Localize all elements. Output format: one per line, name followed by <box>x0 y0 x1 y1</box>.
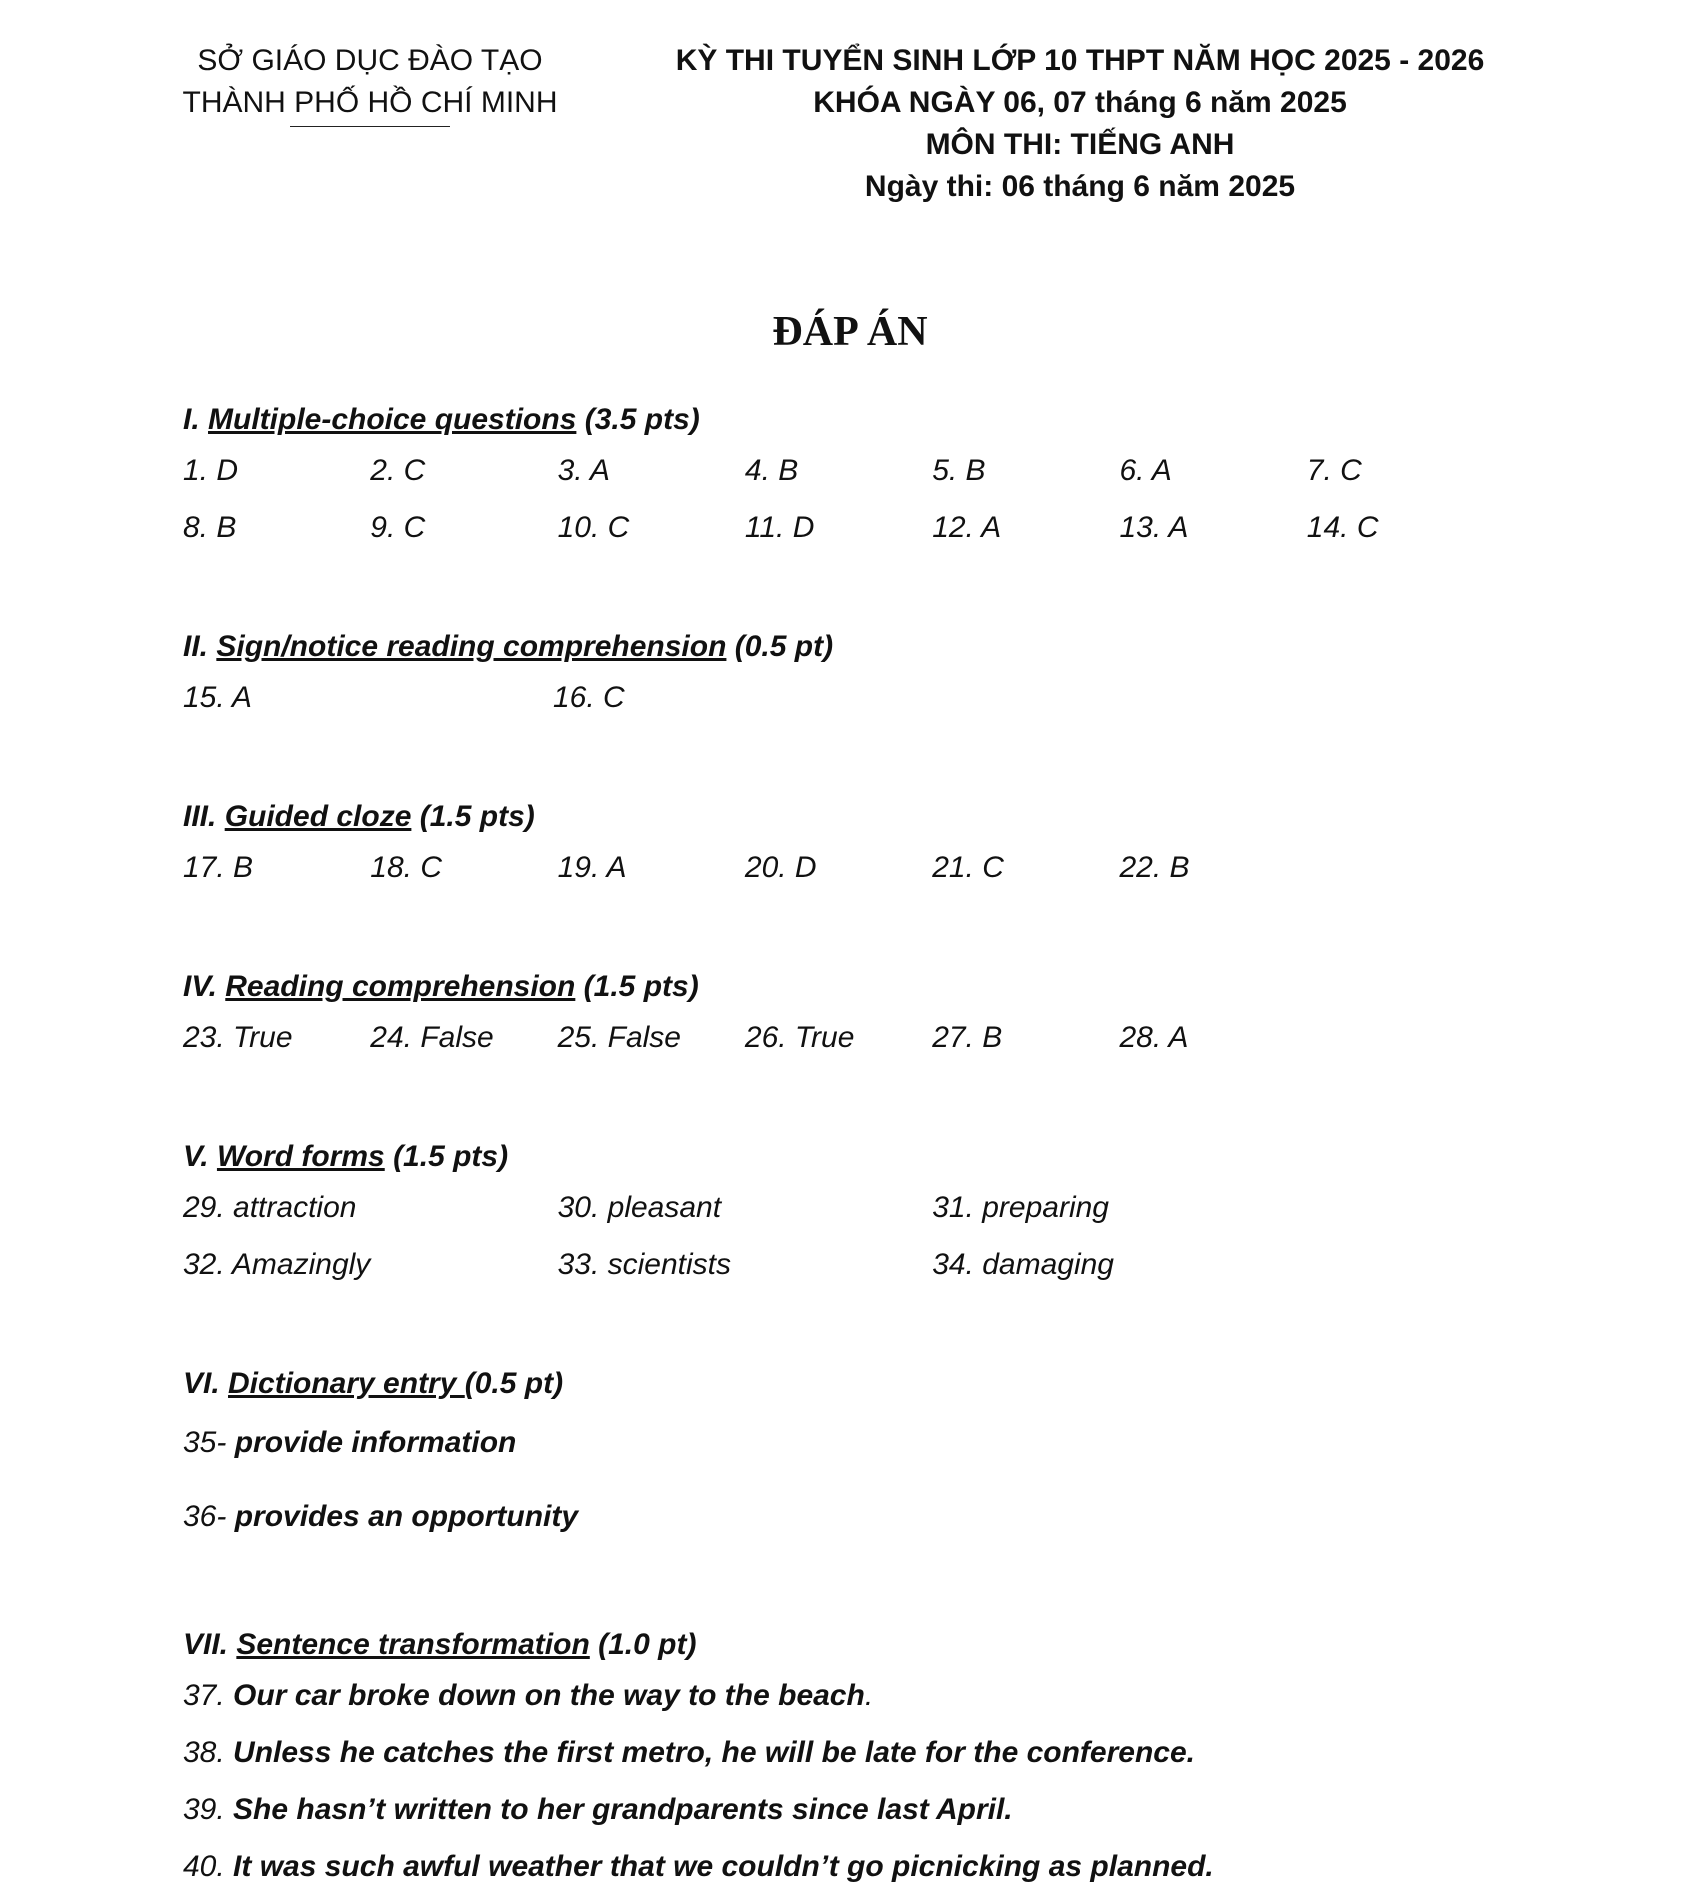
section-number: II. <box>183 630 217 663</box>
answer-text: It was such awful weather that we couldn’t go picnicking as planned. <box>233 1850 1214 1883</box>
answer-row <box>183 839 1583 896</box>
answer-cell: 27. B <box>932 1021 1003 1054</box>
answer-line <box>183 1667 1583 1724</box>
answer-cell: 21. C <box>932 851 1004 884</box>
section-points: (1.5 pts) <box>384 1140 509 1173</box>
answer-cell: 2. C <box>370 454 426 487</box>
section-name: Multiple-choice questions <box>208 403 577 436</box>
answer-cell: 29. attraction <box>183 1191 357 1224</box>
header-right <box>620 40 1540 208</box>
answer-cell: 23. True <box>183 1021 293 1054</box>
answer-line <box>183 1724 1583 1781</box>
section-points: (1.5 pts) <box>575 970 699 1003</box>
exam-subject: MÔN THI: TIẾNG ANH <box>925 128 1235 161</box>
answer-number: 39. <box>183 1793 234 1826</box>
header-divider <box>290 126 450 127</box>
answer-cell: 24. False <box>370 1021 494 1054</box>
section-heading <box>183 1135 1583 1179</box>
answer-cell: 16. C <box>553 681 625 714</box>
answer-cell: 17. B <box>183 851 254 884</box>
answer-cell: 13. A <box>1119 511 1189 544</box>
answer-text: She hasn’t written to her grandparents since last April. <box>233 1793 1013 1826</box>
answer-row <box>183 1009 1583 1066</box>
section-name: Guided cloze <box>224 800 412 833</box>
answer-number: 35- <box>183 1426 235 1459</box>
answer-number: 38. <box>183 1736 234 1769</box>
page-title: ĐÁP ÁN <box>772 309 928 355</box>
answer-row <box>183 1179 1583 1236</box>
answer-cell: 18. C <box>370 851 443 884</box>
city-name: THÀNH PHỐ HỒ CHÍ MINH <box>182 86 558 119</box>
answer-cell: 1. D <box>183 454 239 487</box>
answer-row <box>183 669 1583 726</box>
answer-number: 40. <box>183 1850 234 1883</box>
answer-text: Unless he catches the first metro, he will be late for the conference. <box>233 1736 1195 1769</box>
answer-cell: 25. False <box>557 1021 681 1054</box>
department-name: SỞ GIÁO DỤC ĐÀO TẠO <box>197 44 543 77</box>
answer-number: 37. <box>183 1679 234 1712</box>
answer-cell: 8. B <box>183 511 237 544</box>
answer-text: provide information <box>234 1426 517 1459</box>
answer-cell: 4. B <box>744 454 799 487</box>
section-name: Sign/notice reading comprehension <box>216 630 727 663</box>
answer-cell: 12. A <box>932 511 1002 544</box>
answer-line <box>183 1838 1583 1895</box>
answer-cell: 11. D <box>744 511 815 544</box>
exam-date: Ngày thi: 06 tháng 6 năm 2025 <box>864 170 1296 203</box>
section-name: Reading comprehension <box>225 970 576 1003</box>
answer-row <box>183 499 1583 556</box>
exam-session: KHÓA NGÀY 06, 07 tháng 6 năm 2025 <box>813 86 1347 119</box>
answer-cell: 3. A <box>557 454 610 487</box>
answer-cell: 10. C <box>557 511 630 544</box>
answer-cell: 28. A <box>1119 1021 1189 1054</box>
answer-cell: 22. B <box>1119 851 1190 884</box>
answer-cell: 7. C <box>1306 454 1362 487</box>
answer-tail: . <box>864 1679 874 1712</box>
section-heading <box>183 398 1583 442</box>
answer-cell: 32. Amazingly <box>183 1248 371 1281</box>
answer-cell: 20. D <box>744 851 817 884</box>
answer-line <box>183 1406 1583 1480</box>
answer-number: 36- <box>183 1500 235 1533</box>
answer-cell: 26. True <box>744 1021 855 1054</box>
answer-cell: 19. A <box>557 851 627 884</box>
answer-cell: 9. C <box>370 511 426 544</box>
section-heading <box>183 1362 1583 1406</box>
answer-row <box>183 442 1583 499</box>
answer-key <box>183 398 1583 1895</box>
answer-row <box>183 1236 1583 1293</box>
answer-cell: 31. preparing <box>932 1191 1109 1224</box>
section-number: I. <box>183 403 209 436</box>
answer-cell: 14. C <box>1306 511 1379 544</box>
answer-text: Our car broke down on the way to the beach <box>233 1679 865 1712</box>
section-name: Dictionary entry <box>228 1367 465 1400</box>
answer-line <box>183 1480 1583 1554</box>
section-points: (1.0 pt) <box>589 1628 697 1661</box>
section-heading <box>183 625 1583 669</box>
answer-line <box>183 1781 1583 1838</box>
section-points: (0.5 pt) <box>464 1367 564 1400</box>
answer-text: provides an opportunity <box>234 1500 579 1533</box>
section-points: (3.5 pts) <box>576 403 700 436</box>
answer-cell: 34. damaging <box>932 1248 1114 1281</box>
section-name: Word forms <box>216 1140 385 1173</box>
section-number: III. <box>183 800 225 833</box>
answer-cell: 5. B <box>932 454 986 487</box>
section-number: VI. <box>183 1367 229 1400</box>
header-left <box>150 40 590 127</box>
answer-cell: 30. pleasant <box>557 1191 722 1224</box>
section-heading <box>183 965 1583 1009</box>
section-number: VII. <box>183 1628 237 1661</box>
exam-title: KỲ THI TUYỂN SINH LỚP 10 THPT NĂM HỌC 2025 - 2026 <box>675 44 1485 77</box>
section-points: (1.5 pts) <box>411 800 535 833</box>
section-number: IV. <box>183 970 226 1003</box>
answer-cell: 6. A <box>1119 454 1172 487</box>
answer-cell: 33. scientists <box>557 1248 732 1281</box>
answer-cell: 15. A <box>183 681 252 714</box>
section-heading <box>183 1623 1583 1667</box>
section-heading <box>183 795 1583 839</box>
section-name: Sentence transformation <box>236 1628 590 1661</box>
section-number: V. <box>183 1140 217 1173</box>
section-points: (0.5 pt) <box>726 630 834 663</box>
